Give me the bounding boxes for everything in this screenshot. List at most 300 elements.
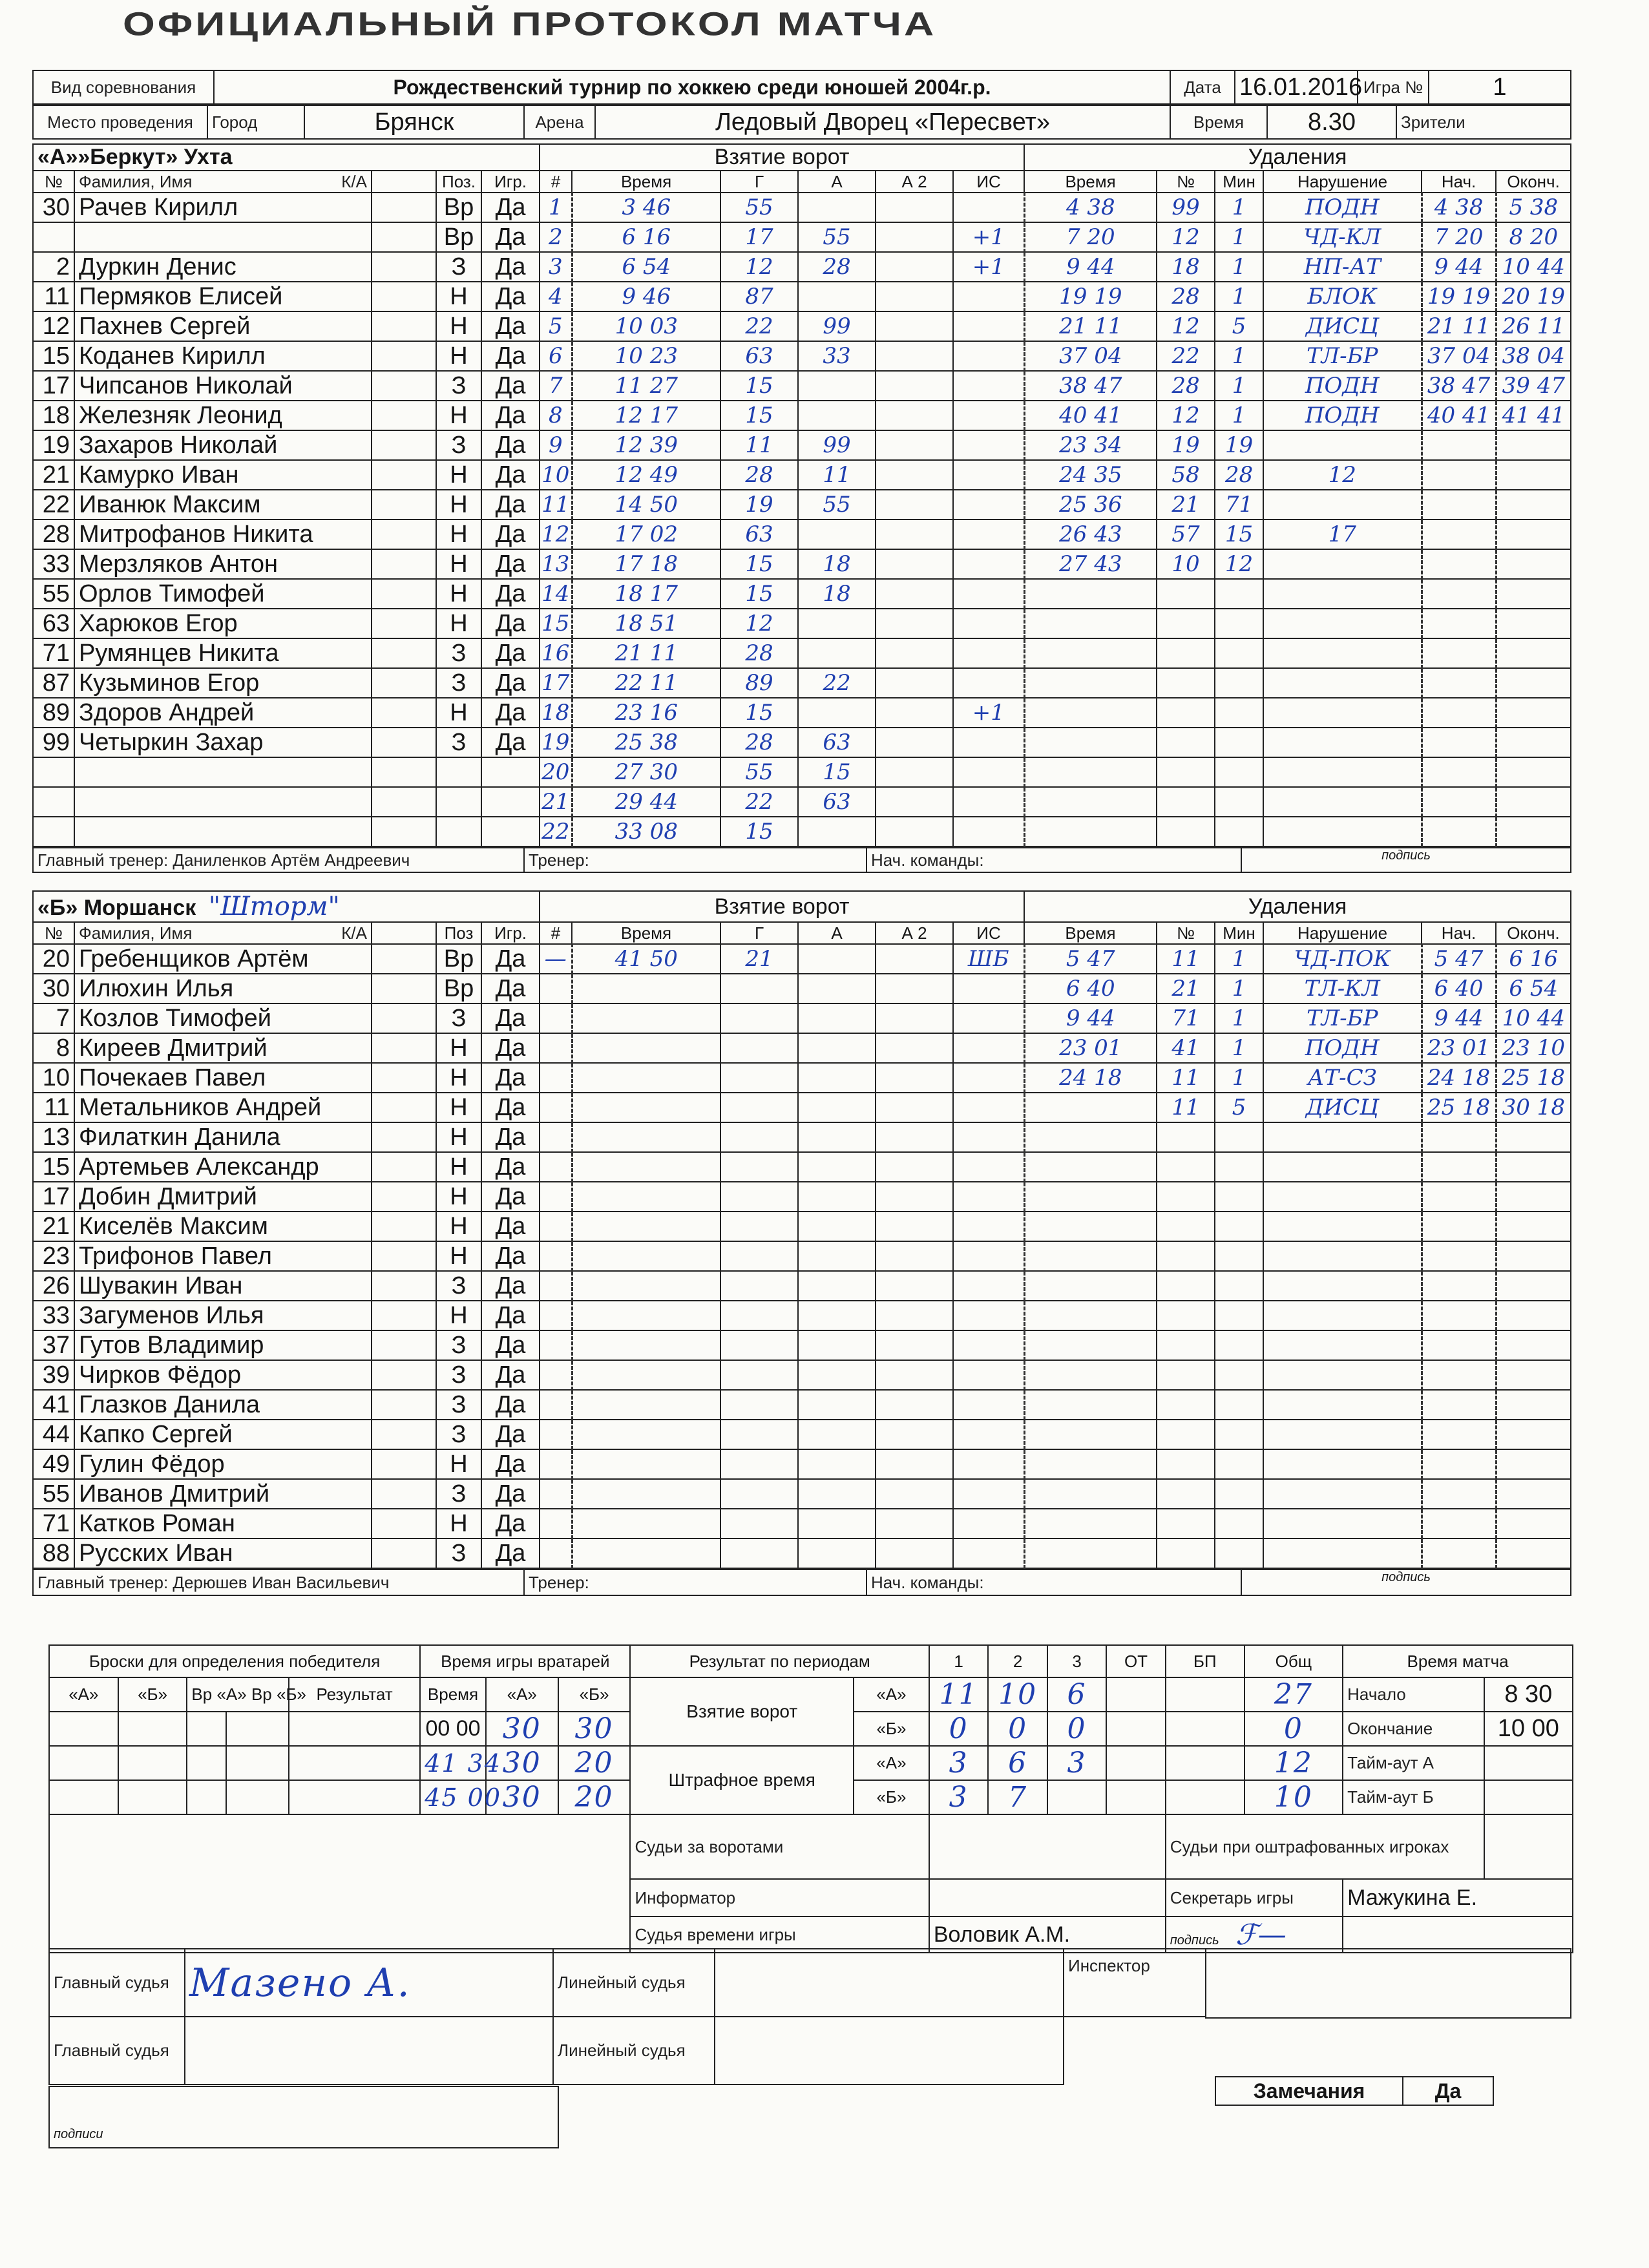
start-label: Начало	[1343, 1677, 1484, 1712]
goal-number	[540, 974, 572, 1003]
signatures-label: подписи	[49, 2086, 558, 2148]
head-coach-label: Главный тренер:	[37, 1572, 169, 1592]
goal-scorer: 15	[720, 549, 798, 579]
player-played: Да	[481, 1093, 540, 1122]
penalty-minutes	[1215, 1449, 1263, 1479]
period-total: Общ	[1245, 1645, 1343, 1677]
player-number: 17	[33, 1182, 74, 1212]
penalty-minutes: 1	[1215, 1033, 1263, 1063]
table-row	[33, 638, 1571, 668]
penalty-end	[1496, 1330, 1571, 1360]
goal-situation	[953, 1390, 1024, 1420]
goal-assist: 55	[798, 490, 876, 520]
penalty-start: 7 20	[1422, 222, 1496, 252]
goal-number: 13	[540, 549, 572, 579]
player-position: Н	[436, 282, 481, 311]
penalty-start	[1422, 1301, 1496, 1330]
goal-assist2	[876, 1122, 953, 1152]
player-played: Да	[481, 282, 540, 311]
goal-assist2	[876, 311, 953, 341]
col-name-text: Фамилия, Имя	[79, 171, 193, 191]
penalty-player	[1157, 787, 1215, 817]
penalty-time	[1024, 579, 1157, 609]
goal-number	[540, 1003, 572, 1033]
goal-situation	[953, 282, 1024, 311]
team-b-handwritten-name: "Шторм"	[208, 892, 340, 921]
player-position: Вр	[436, 193, 481, 222]
goal-scorer	[720, 1182, 798, 1212]
penalty-start: 4 38	[1422, 193, 1496, 222]
goal-assist2	[876, 282, 953, 311]
penalty-time	[1024, 1241, 1157, 1271]
player-position	[436, 817, 481, 846]
penalty-end: 8 20	[1496, 222, 1571, 252]
penalty-end	[1496, 1360, 1571, 1390]
goal-number: 18	[540, 698, 572, 728]
player-number: 71	[33, 638, 74, 668]
player-played: Да	[481, 1063, 540, 1093]
penalty-player	[1157, 757, 1215, 787]
period-2: 2	[988, 1645, 1047, 1677]
player-ka	[372, 549, 436, 579]
player-name	[74, 787, 372, 817]
player-played: Да	[481, 638, 540, 668]
shootout-gk	[187, 1677, 306, 1712]
penalty-violation	[1263, 490, 1422, 520]
player-name: Пермяков Елисей	[74, 282, 372, 311]
penalty-end	[1496, 817, 1571, 846]
player-played: Да	[481, 974, 540, 1003]
player-position: Н	[436, 1509, 481, 1538]
team-a-table	[32, 143, 1571, 847]
penalty-end	[1496, 609, 1571, 638]
goal-scorer: 55	[720, 193, 798, 222]
goal-time	[572, 1301, 720, 1330]
goal-time: 18 51	[572, 609, 720, 638]
col-g: Г	[720, 922, 798, 944]
penalty-violation: БЛОК	[1263, 282, 1422, 311]
table-row	[33, 817, 1571, 846]
goal-time	[572, 1241, 720, 1271]
goal-situation	[953, 371, 1024, 401]
goal-time: 29 44	[572, 787, 720, 817]
penalty-minutes: 1	[1215, 401, 1263, 430]
penalty-minutes	[1215, 817, 1263, 846]
goal-assist	[798, 1093, 876, 1122]
penalty-violation	[1263, 1509, 1422, 1538]
col-pos: Поз.	[436, 171, 481, 193]
penalty-minutes	[1215, 757, 1263, 787]
penalty-time	[1024, 1360, 1157, 1390]
goal-scorer	[720, 1271, 798, 1301]
penalty-end: 38 04	[1496, 341, 1571, 371]
player-position: Н	[436, 1093, 481, 1122]
goal-assist2	[876, 1271, 953, 1301]
penalty-end: 26 11	[1496, 311, 1571, 341]
penalty-time	[1024, 1420, 1157, 1449]
goal-number	[540, 1420, 572, 1449]
penalty-minutes	[1215, 668, 1263, 698]
col-ka: К/А	[341, 923, 367, 943]
player-name: Добин Дмитрий	[74, 1182, 372, 1212]
team-a-rows	[33, 193, 1571, 846]
referee1-name: Мазено А.	[185, 1949, 553, 2017]
city-label: Город	[207, 105, 304, 139]
gk-time-b: «Б»	[558, 1677, 631, 1712]
player-position: Н	[436, 1122, 481, 1152]
player-number: 33	[33, 549, 74, 579]
goal-number: 11	[540, 490, 572, 520]
goal-situation	[953, 520, 1024, 549]
goal-assist	[798, 282, 876, 311]
penalty-minutes: 5	[1215, 1093, 1263, 1122]
team-b-head-coach-name: Дерюшев Иван Васильевич	[173, 1572, 390, 1592]
penalty-start	[1422, 609, 1496, 638]
penalty-player	[1157, 1241, 1215, 1271]
player-position: Н	[436, 401, 481, 430]
goal-assist: 28	[798, 252, 876, 282]
player-name: Иванюк Максим	[74, 490, 372, 520]
penalty-minutes: 15	[1215, 520, 1263, 549]
penalty-start	[1422, 430, 1496, 460]
col-played: Игр.	[481, 171, 540, 193]
goal-assist	[798, 1003, 876, 1033]
penalty-start	[1422, 757, 1496, 787]
penalty-player	[1157, 668, 1215, 698]
penalty-violation	[1263, 1212, 1422, 1241]
penalty-time	[1024, 668, 1157, 698]
penalty-end: 41 41	[1496, 401, 1571, 430]
player-name: Чипсанов Николай	[74, 371, 372, 401]
goal-assist2	[876, 1449, 953, 1479]
goal-assist2	[876, 430, 953, 460]
goal-situation	[953, 401, 1024, 430]
col-hash: #	[540, 171, 572, 193]
goal-assist2	[876, 252, 953, 282]
col-pen-no: №	[1157, 922, 1215, 944]
player-played: Да	[481, 1360, 540, 1390]
penalty-end	[1496, 638, 1571, 668]
player-played: Да	[481, 668, 540, 698]
penalty-player	[1157, 1182, 1215, 1212]
penalty-start: 37 04	[1422, 341, 1496, 371]
penalty-start	[1422, 1538, 1496, 1568]
penalty-minutes	[1215, 579, 1263, 609]
col-pos: Поз	[436, 922, 481, 944]
player-name: Загуменов Илья	[74, 1301, 372, 1330]
penalty-player	[1157, 1390, 1215, 1420]
player-played: Да	[481, 1538, 540, 1568]
goal-situation	[953, 728, 1024, 757]
date-value: 16.01.2016	[1235, 70, 1358, 104]
informer-label: Информатор	[630, 1879, 929, 1916]
player-name: Козлов Тимофей	[74, 1003, 372, 1033]
goal-assist2	[876, 1390, 953, 1420]
goal-number: 2	[540, 222, 572, 252]
penalty-player	[1157, 1360, 1215, 1390]
pen-b-bp	[1166, 1780, 1245, 1814]
goal-time: 11 27	[572, 371, 720, 401]
table-row	[33, 1360, 1571, 1390]
penalty-minutes	[1215, 1360, 1263, 1390]
player-name: Харюков Егор	[74, 609, 372, 638]
goal-assist	[798, 609, 876, 638]
penalty-end: 39 47	[1496, 371, 1571, 401]
goal-assist2	[876, 222, 953, 252]
goal-number	[540, 1241, 572, 1271]
player-position: З	[436, 1420, 481, 1449]
table-row	[33, 520, 1571, 549]
goal-assist2	[876, 1479, 953, 1509]
player-name: Илюхин Илья	[74, 974, 372, 1003]
goals-b-bp	[1166, 1712, 1245, 1746]
player-number: 71	[33, 1509, 74, 1538]
penalty-violation: ТЛ-КЛ	[1263, 974, 1422, 1003]
gk-b-label: Вр «Б»	[251, 1685, 306, 1704]
penalty-minutes	[1215, 1152, 1263, 1182]
table-row	[33, 1182, 1571, 1212]
goal-time	[572, 1538, 720, 1568]
goal-assist2	[876, 1033, 953, 1063]
penalty-violation	[1263, 817, 1422, 846]
penalty-minutes	[1215, 1182, 1263, 1212]
goal-assist: 55	[798, 222, 876, 252]
goal-number: 16	[540, 638, 572, 668]
player-position: З	[436, 1360, 481, 1390]
goal-assist2	[876, 668, 953, 698]
goal-time: 3 46	[572, 193, 720, 222]
penalty-violation: 12	[1263, 460, 1422, 490]
player-name: Захаров Николай	[74, 430, 372, 460]
gk-row-1-time: 41 34	[420, 1746, 486, 1780]
player-number: 23	[33, 1241, 74, 1271]
player-played: Да	[481, 1122, 540, 1152]
pen-a-p2: 6	[988, 1746, 1047, 1780]
player-played: Да	[481, 371, 540, 401]
goal-assist: 63	[798, 728, 876, 757]
goal-time: 10 23	[572, 341, 720, 371]
player-played: Да	[481, 609, 540, 638]
goal-assist2	[876, 1241, 953, 1271]
goal-assist	[798, 1479, 876, 1509]
goal-situation	[953, 460, 1024, 490]
player-played: Да	[481, 1301, 540, 1330]
player-ka	[372, 520, 436, 549]
penalty-player: 21	[1157, 974, 1215, 1003]
penalty-player	[1157, 579, 1215, 609]
player-played: Да	[481, 430, 540, 460]
penalty-end	[1496, 1449, 1571, 1479]
penalty-start: 23 01	[1422, 1033, 1496, 1063]
penalty-player: 11	[1157, 1093, 1215, 1122]
penalty-minutes	[1215, 787, 1263, 817]
goal-assist	[798, 1122, 876, 1152]
penalty-violation	[1263, 668, 1422, 698]
player-position: Н	[436, 520, 481, 549]
penalty-minutes	[1215, 1212, 1263, 1241]
goal-number	[540, 1152, 572, 1182]
goal-time	[572, 1003, 720, 1033]
penalty-violation: НП-АТ	[1263, 252, 1422, 282]
col-g: Г	[720, 171, 798, 193]
goal-time	[572, 974, 720, 1003]
penalty-end	[1496, 698, 1571, 728]
penalty-player	[1157, 1330, 1215, 1360]
penalty-minutes	[1215, 638, 1263, 668]
goal-assist2	[876, 549, 953, 579]
goal-assist	[798, 401, 876, 430]
goal-scorer	[720, 1330, 798, 1360]
goal-time	[572, 1212, 720, 1241]
penalty-label: Штрафное время	[630, 1746, 854, 1814]
penalty-time	[1024, 1182, 1157, 1212]
goal-assist: 15	[798, 757, 876, 787]
goal-number: 17	[540, 668, 572, 698]
penalty-violation	[1263, 1420, 1422, 1449]
table-row	[33, 252, 1571, 282]
player-number: 7	[33, 1003, 74, 1033]
goal-time: 6 54	[572, 252, 720, 282]
timekeeper-label: Судья времени игры	[630, 1916, 929, 1953]
goal-scorer	[720, 1241, 798, 1271]
goal-assist2	[876, 579, 953, 609]
penalty-end: 23 10	[1496, 1033, 1571, 1063]
goal-assist	[798, 1390, 876, 1420]
goal-situation	[953, 579, 1024, 609]
player-played: Да	[481, 252, 540, 282]
goal-situation	[953, 817, 1024, 846]
penalty-time: 37 04	[1024, 341, 1157, 371]
goal-assist	[798, 1271, 876, 1301]
referee2-label: Главный судья	[49, 2017, 185, 2084]
player-name: Русских Иван	[74, 1538, 372, 1568]
pen-b-ot	[1106, 1780, 1165, 1814]
goal-number: 21	[540, 787, 572, 817]
table-row	[33, 1301, 1571, 1330]
player-position: Вр	[436, 974, 481, 1003]
game-number: 1	[1429, 70, 1571, 104]
penalty-violation: ЧД-ПОК	[1263, 944, 1422, 974]
table-row	[33, 1063, 1571, 1093]
player-number: 22	[33, 490, 74, 520]
player-ka	[372, 430, 436, 460]
goal-situation	[953, 638, 1024, 668]
goal-number	[540, 1033, 572, 1063]
player-name: Трифонов Павел	[74, 1241, 372, 1271]
penalty-time: 19 19	[1024, 282, 1157, 311]
table-row	[33, 579, 1571, 609]
player-ka	[372, 193, 436, 222]
table-row	[33, 944, 1571, 974]
player-name: Камурко Иван	[74, 460, 372, 490]
player-ka	[372, 787, 436, 817]
player-number: 87	[33, 668, 74, 698]
goal-scorer	[720, 1538, 798, 1568]
penalty-violation	[1263, 1390, 1422, 1420]
penalty-player	[1157, 1122, 1215, 1152]
penalty-start	[1422, 579, 1496, 609]
col-start: Нач.	[1422, 171, 1496, 193]
goal-situation	[953, 193, 1024, 222]
table-row	[33, 401, 1571, 430]
player-name	[74, 222, 372, 252]
inspector-label: Инспектор	[1064, 1949, 1206, 2017]
period-bp: БП	[1166, 1645, 1245, 1677]
team-b-penalties-title: Удаления	[1024, 891, 1571, 922]
goal-situation	[953, 1063, 1024, 1093]
goal-number: —	[540, 944, 572, 974]
goal-assist	[798, 1538, 876, 1568]
timeout-b-label: Тайм-аут Б	[1343, 1780, 1484, 1814]
goal-situation	[953, 549, 1024, 579]
player-ka	[372, 1182, 436, 1212]
goal-assist2	[876, 817, 953, 846]
player-number: 13	[33, 1122, 74, 1152]
player-ka	[372, 1330, 436, 1360]
player-position: З	[436, 1538, 481, 1568]
player-ka	[372, 1390, 436, 1420]
team-b-staff	[32, 1569, 1571, 1596]
goal-assist2	[876, 401, 953, 430]
goal-time	[572, 1152, 720, 1182]
penalty-minutes: 1	[1215, 222, 1263, 252]
penalty-minutes: 1	[1215, 341, 1263, 371]
player-number: 15	[33, 1152, 74, 1182]
team-b-chief-label: Нач. команды:	[867, 1570, 1241, 1595]
penalty-player: 58	[1157, 460, 1215, 490]
penalty-time	[1024, 638, 1157, 668]
goals-row-a: «А»	[854, 1677, 929, 1712]
player-position: Вр	[436, 944, 481, 974]
penalty-start	[1422, 1330, 1496, 1360]
player-name: Здоров Андрей	[74, 698, 372, 728]
player-name: Артемьев Александр	[74, 1152, 372, 1182]
penalty-violation	[1263, 1330, 1422, 1360]
penalty-player	[1157, 1271, 1215, 1301]
goal-number	[540, 1330, 572, 1360]
team-b-table	[32, 890, 1571, 1569]
col-min: Мин	[1215, 922, 1263, 944]
period-1: 1	[929, 1645, 988, 1677]
player-ka	[372, 1241, 436, 1271]
penalty-minutes	[1215, 1538, 1263, 1568]
remarks-label: Замечания	[1215, 2077, 1403, 2105]
gk-row-0-time: 00 00	[420, 1712, 486, 1746]
penalty-time	[1024, 1538, 1157, 1568]
penalty-violation	[1263, 757, 1422, 787]
time-value: 8.30	[1267, 105, 1396, 139]
player-number: 33	[33, 1301, 74, 1330]
penalty-start	[1422, 1420, 1496, 1449]
penalty-violation	[1263, 1271, 1422, 1301]
player-played: Да	[481, 1420, 540, 1449]
goal-number	[540, 1212, 572, 1241]
col-violation: Нарушение	[1263, 171, 1422, 193]
player-number: 19	[33, 430, 74, 460]
penalty-violation	[1263, 787, 1422, 817]
col-no: №	[33, 171, 74, 193]
penalty-violation: ДИСЦ	[1263, 1093, 1422, 1122]
player-number: 20	[33, 944, 74, 974]
team-a-head-coach-name: Даниленков Артём Андреевич	[173, 850, 410, 870]
player-position: З	[436, 252, 481, 282]
penalty-time	[1024, 1330, 1157, 1360]
goal-time: 12 39	[572, 430, 720, 460]
col-start: Нач.	[1422, 922, 1496, 944]
penalty-end	[1496, 1152, 1571, 1182]
goal-situation	[953, 1093, 1024, 1122]
player-number: 49	[33, 1449, 74, 1479]
